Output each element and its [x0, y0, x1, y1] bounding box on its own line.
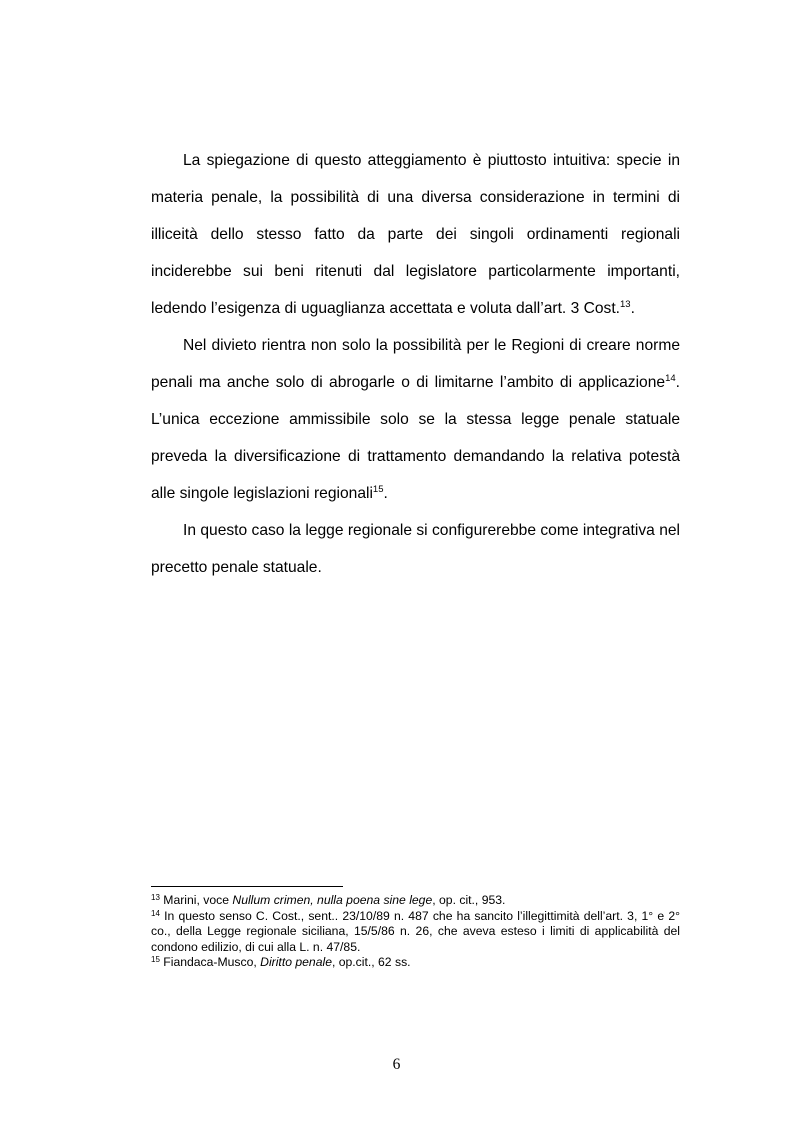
footnote-number: 14 — [151, 908, 160, 918]
footnotes — [151, 893, 680, 971]
footnote-ref-14[interactable]: 14 — [665, 373, 676, 384]
paragraph-1-end: . — [630, 300, 635, 317]
footnote-text: , op.cit., 62 ss. — [331, 955, 411, 970]
footnote-text: , op. cit., 953. — [432, 893, 506, 907]
footnote-ref-15[interactable]: 15 — [372, 484, 384, 495]
footnote-title: Nullum crimen, nulla poena sine lege — [232, 893, 433, 907]
page-number: 6 — [392, 1056, 401, 1073]
footnote-separator — [151, 886, 343, 887]
footnote-text: Marini, voce — [159, 893, 233, 907]
footnote-ref-13[interactable]: 13 — [620, 299, 631, 310]
footnote-number: 15 — [151, 955, 160, 965]
footnote-number: 13 — [151, 893, 160, 902]
footnote-text: Fiandaca-Musco, — [159, 955, 261, 970]
footnote-title: Diritto penale — [260, 955, 332, 970]
paragraph-1 — [151, 142, 680, 327]
footnote-text: In questo senso C. Cost., sent.. 23/10/89 n. 487 che ha sancito l’illegittimità dell’art. 3, 1° e 2° co., della Legge regionale siciliana, 15/5/86 n. 26, che aveva esteso i limiti di applicabilità del condono edilizio, di cui alla L. n. 47/85. — [151, 908, 680, 954]
paragraph-1-text: La spiegazione di questo atteggiamento è piuttosto intuitiva: specie in materia penale, la possibilità di una diversa considerazione in termini di illiceità dello stesso fatto da parte dei singoli ordinamenti regionali inciderebbe sui beni ritenuti dal legislatore particolarmente importanti, ledendo l’esigenza di uguaglianza accettata e voluta dall’art. 3 Cost. — [151, 152, 680, 317]
paragraph-2 — [151, 327, 680, 512]
paragraph-2-end: . — [383, 485, 388, 502]
footnote-13 — [151, 893, 680, 909]
paragraph-2-text-a: Nel divieto rientra non solo la possibilità per le Regioni di creare norme penali ma anche solo di abrogarle o di limitarne l’ambito di applicazione — [151, 337, 680, 391]
paragraph-3-text: In questo caso la legge regionale si configurerebbe come integrativa nel precetto penale statuale. — [151, 522, 680, 576]
footnote-14 — [151, 909, 680, 956]
main-text — [151, 142, 680, 586]
footnote-15 — [151, 955, 680, 971]
paragraph-2-text-b: . L’unica eccezione ammissibile solo se la stessa legge penale statuale preveda la diversificazione di trattamento demandando la relativa potestà alle singole legislazioni regionali — [151, 374, 680, 502]
paragraph-3 — [151, 512, 680, 586]
